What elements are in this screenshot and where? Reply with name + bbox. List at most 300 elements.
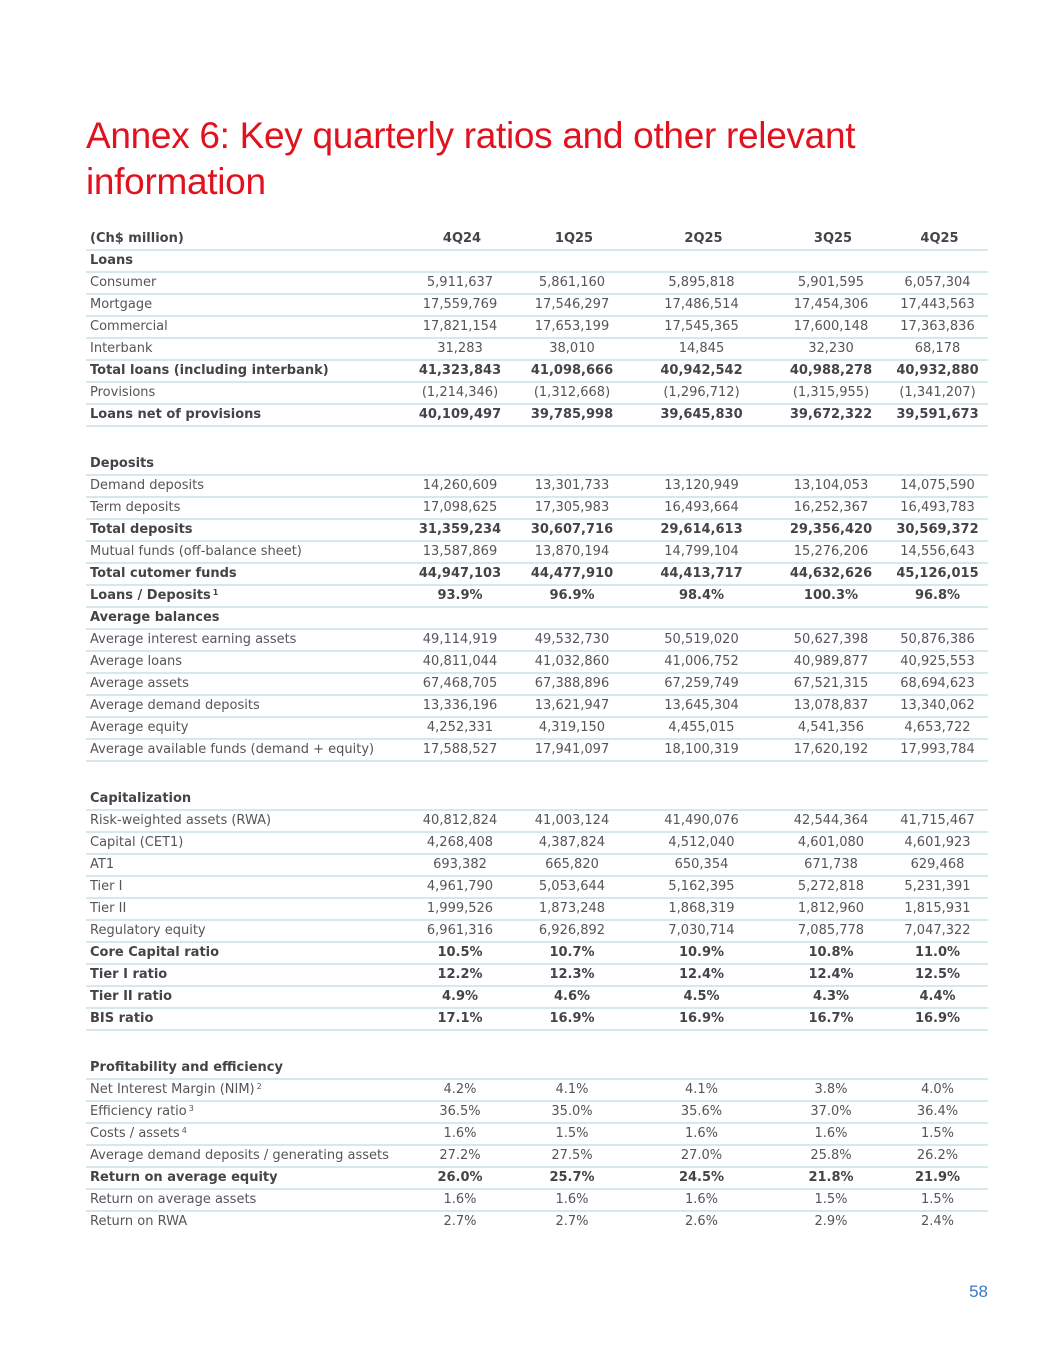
header-1q25: 1Q25 [516, 229, 628, 250]
row-label-text: Average interest earning assets [90, 632, 297, 647]
value-cell: 4,541,356 [775, 717, 887, 739]
value-cell: 4,455,015 [628, 717, 775, 739]
value-cell: 17,363,836 [887, 316, 988, 338]
value-cell: 14,260,609 [404, 475, 516, 497]
value-cell: 665,820 [516, 854, 628, 876]
value-cell: 17,545,365 [628, 316, 775, 338]
value-cell: 1,812,960 [775, 898, 887, 920]
value-cell: 27.5% [516, 1145, 628, 1167]
value-cell: 98.4% [628, 585, 775, 607]
value-cell: 41,006,752 [628, 651, 775, 673]
value-cell: 4.0% [887, 1079, 988, 1101]
value-cell: 93.9% [404, 585, 516, 607]
value-cell: 68,694,623 [887, 673, 988, 695]
row-label-text: Mutual funds (off-balance sheet) [90, 544, 302, 559]
row-label [86, 519, 404, 541]
row-label-text: Interbank [90, 341, 153, 356]
row-label [86, 294, 404, 316]
row-label-text: Total cutomer funds [90, 566, 237, 581]
table-row [86, 898, 988, 920]
value-cell: 1.5% [887, 1189, 988, 1211]
row-label-text: BIS ratio [90, 1011, 154, 1026]
table-row [86, 475, 988, 497]
header-2q25: 2Q25 [628, 229, 775, 250]
value-cell: 7,085,778 [775, 920, 887, 942]
row-label [86, 695, 404, 717]
spacer-row [86, 761, 988, 789]
row-label-text: Tier II ratio [90, 989, 173, 1004]
table-row [86, 673, 988, 695]
value-cell: 15,276,206 [775, 541, 887, 563]
value-cell: 44,413,717 [628, 563, 775, 585]
table-row [86, 1079, 988, 1101]
header-4q25: 4Q25 [887, 229, 988, 250]
row-label [86, 272, 404, 294]
row-label [86, 382, 404, 404]
row-label-text: Tier I [90, 879, 123, 894]
row-label-text: Risk-weighted assets (RWA) [90, 813, 272, 828]
table-row [86, 1101, 988, 1123]
value-cell: 40,811,044 [404, 651, 516, 673]
row-label [86, 1211, 404, 1232]
value-cell: 4.4% [887, 986, 988, 1008]
row-label-text: Average demand deposits / generating assets [90, 1148, 389, 1163]
value-cell: 11.0% [887, 942, 988, 964]
value-cell: 5,901,595 [775, 272, 887, 294]
row-label-text: Average assets [90, 676, 189, 691]
table-row [86, 404, 988, 426]
spacer-cell [86, 426, 988, 454]
value-cell: (1,315,955) [775, 382, 887, 404]
table-row [86, 964, 988, 986]
row-label [86, 1123, 404, 1145]
value-cell: 17,546,297 [516, 294, 628, 316]
value-cell: 25.8% [775, 1145, 887, 1167]
row-label [86, 316, 404, 338]
value-cell: 44,947,103 [404, 563, 516, 585]
value-cell: (1,341,207) [887, 382, 988, 404]
row-label [86, 920, 404, 942]
value-cell: 39,645,830 [628, 404, 775, 426]
value-cell: 1,815,931 [887, 898, 988, 920]
value-cell: 5,895,818 [628, 272, 775, 294]
value-cell: 68,178 [887, 338, 988, 360]
value-cell: 27.2% [404, 1145, 516, 1167]
value-cell: 13,120,949 [628, 475, 775, 497]
row-label [86, 810, 404, 832]
value-cell: 41,098,666 [516, 360, 628, 382]
value-cell: 4,601,080 [775, 832, 887, 854]
value-cell: 40,989,877 [775, 651, 887, 673]
value-cell: 27.0% [628, 1145, 775, 1167]
table-row [86, 739, 988, 761]
value-cell: 6,961,316 [404, 920, 516, 942]
value-cell: (1,296,712) [628, 382, 775, 404]
table-row [86, 541, 988, 563]
table-row [86, 876, 988, 898]
value-cell: 25.7% [516, 1167, 628, 1189]
table-row [86, 1145, 988, 1167]
value-cell: 67,259,749 [628, 673, 775, 695]
value-cell: 1.6% [404, 1123, 516, 1145]
value-cell: 12.2% [404, 964, 516, 986]
value-cell: 29,356,420 [775, 519, 887, 541]
value-cell: 1.6% [404, 1189, 516, 1211]
row-label-text: Commercial [90, 319, 168, 334]
value-cell: 1.5% [516, 1123, 628, 1145]
header-4q24: 4Q24 [404, 229, 516, 250]
value-cell: 17,993,784 [887, 739, 988, 761]
table-row [86, 1211, 988, 1232]
row-label [86, 739, 404, 761]
value-cell: 5,053,644 [516, 876, 628, 898]
value-cell: 2.4% [920, 1214, 955, 1229]
value-cell: 21.9% [887, 1167, 988, 1189]
value-cell: 5,231,391 [887, 876, 988, 898]
value-cell: 45,126,015 [887, 563, 988, 585]
value-cell: 4,653,722 [887, 717, 988, 739]
row-label [86, 1145, 404, 1167]
section-label: Capitalization [86, 789, 988, 810]
value-cell: 4.5% [628, 986, 775, 1008]
value-cell: 16.9% [628, 1008, 775, 1030]
row-label [86, 541, 404, 563]
value-cell: 35.0% [516, 1101, 628, 1123]
value-cell: 1.6% [628, 1189, 775, 1211]
value-cell: 44,477,910 [516, 563, 628, 585]
row-label [86, 585, 404, 607]
value-cell: (1,214,346) [404, 382, 516, 404]
row-label-text: Efficiency ratio [90, 1104, 187, 1119]
footnote-marker: 1 [212, 588, 219, 597]
value-cell: 41,032,860 [516, 651, 628, 673]
spacer-row [86, 1030, 988, 1058]
row-label-text: Return on RWA [90, 1214, 188, 1229]
row-label-text: Regulatory equity [90, 923, 206, 938]
table-row [86, 1167, 988, 1189]
value-cell: 38,010 [516, 338, 628, 360]
table-row [86, 294, 988, 316]
spacer-cell [86, 1030, 988, 1058]
value-cell: 31,283 [404, 338, 516, 360]
value-cell: 30,607,716 [516, 519, 628, 541]
value-cell: 35.6% [628, 1101, 775, 1123]
value-cell: 96.8% [887, 585, 988, 607]
table-row [86, 629, 988, 651]
row-label-text: Net Interest Margin (NIM) [90, 1082, 255, 1097]
value-cell: 17,443,563 [887, 294, 988, 316]
value-cell: 17,941,097 [516, 739, 628, 761]
value-cell: 7,030,714 [628, 920, 775, 942]
value-cell: 13,078,837 [775, 695, 887, 717]
row-label [86, 876, 404, 898]
value-cell: 10.5% [404, 942, 516, 964]
value-cell: 100.3% [775, 585, 887, 607]
row-label [86, 854, 404, 876]
footnote-marker: 4 [181, 1126, 187, 1135]
key-ratios-table [86, 229, 988, 1232]
value-cell: 2.9% [814, 1214, 848, 1229]
value-cell: 18,100,319 [628, 739, 775, 761]
value-cell: 5,162,395 [628, 876, 775, 898]
value-cell: 17,600,148 [775, 316, 887, 338]
table-row [86, 942, 988, 964]
value-cell: 3.8% [775, 1079, 887, 1101]
table-row [86, 338, 988, 360]
row-label [86, 563, 404, 585]
row-label [86, 360, 404, 382]
value-cell: 693,382 [404, 854, 516, 876]
value-cell: 17,559,769 [404, 294, 516, 316]
value-cell: 14,845 [628, 338, 775, 360]
header-label: (Ch$ million) [86, 229, 404, 250]
row-label-text: Tier II [90, 901, 127, 916]
table-row [86, 1008, 988, 1030]
value-cell: 4,961,790 [404, 876, 516, 898]
value-cell: 2.7% [555, 1214, 589, 1229]
value-cell: 4.6% [516, 986, 628, 1008]
table-body [86, 250, 988, 1232]
value-cell: 629,468 [887, 854, 988, 876]
spacer-row [86, 426, 988, 454]
value-cell: 2.7% [443, 1214, 477, 1229]
table-row [86, 272, 988, 294]
value-cell: 49,114,919 [404, 629, 516, 651]
row-label-text: Total loans (including interbank) [90, 363, 329, 378]
value-cell: 14,556,643 [887, 541, 988, 563]
row-label [86, 338, 404, 360]
value-cell: 1,868,319 [628, 898, 775, 920]
table-row [86, 1189, 988, 1211]
value-cell: 16.7% [775, 1008, 887, 1030]
value-cell: 4.3% [775, 986, 887, 1008]
row-label [86, 898, 404, 920]
value-cell: 16,493,664 [628, 497, 775, 519]
row-label-text: Total deposits [90, 522, 193, 537]
table-row [86, 717, 988, 739]
row-label-text: Capital (CET1) [90, 835, 184, 850]
page-number: 58 [969, 1282, 988, 1301]
row-label [86, 475, 404, 497]
row-label-text: Return on average equity [90, 1170, 278, 1185]
value-cell: 10.9% [628, 942, 775, 964]
value-cell: 2.6% [684, 1214, 719, 1229]
value-cell: 96.9% [516, 585, 628, 607]
value-cell: 4,512,040 [628, 832, 775, 854]
value-cell: 1.5% [887, 1123, 988, 1145]
value-cell: 41,003,124 [516, 810, 628, 832]
value-cell: (1,312,668) [516, 382, 628, 404]
value-cell: 4,601,923 [887, 832, 988, 854]
value-cell: 50,627,398 [775, 629, 887, 651]
row-label [86, 964, 404, 986]
row-label [86, 1079, 404, 1101]
value-cell: 40,109,497 [404, 404, 516, 426]
row-label [86, 404, 404, 426]
row-label-text: Costs / assets [90, 1126, 180, 1141]
value-cell: 41,323,843 [404, 360, 516, 382]
value-cell: 4.9% [404, 986, 516, 1008]
table-row [86, 695, 988, 717]
value-cell: 671,738 [775, 854, 887, 876]
value-cell: 4,268,408 [404, 832, 516, 854]
value-cell: 17,486,514 [628, 294, 775, 316]
table-row [86, 382, 988, 404]
value-cell: 39,591,673 [887, 404, 988, 426]
table-row [86, 854, 988, 876]
spacer-cell [86, 761, 988, 789]
row-label [86, 717, 404, 739]
row-label [86, 1101, 404, 1123]
value-cell: 41,490,076 [628, 810, 775, 832]
value-cell: 10.8% [775, 942, 887, 964]
value-cell: 12.5% [887, 964, 988, 986]
value-cell: 67,468,705 [404, 673, 516, 695]
value-cell: 40,988,278 [775, 360, 887, 382]
section-label: Average balances [86, 607, 988, 629]
value-cell: 4,319,150 [516, 717, 628, 739]
table-row [86, 1123, 988, 1145]
row-label-text: Consumer [90, 275, 157, 290]
value-cell: 21.8% [775, 1167, 887, 1189]
table-row [86, 519, 988, 541]
value-cell: 29,614,613 [628, 519, 775, 541]
row-label-text: Average demand deposits [90, 698, 260, 713]
row-label-text: Average available funds (demand + equity) [90, 742, 375, 757]
section-label: Loans [86, 250, 988, 272]
row-label [86, 629, 404, 651]
row-label [86, 942, 404, 964]
value-cell: 17,098,625 [404, 497, 516, 519]
row-label-text: Tier I ratio [90, 967, 168, 982]
value-cell: 49,532,730 [516, 629, 628, 651]
value-cell: 4.2% [404, 1079, 516, 1101]
value-cell: 4.1% [516, 1079, 628, 1101]
value-cell: 16,493,783 [887, 497, 988, 519]
value-cell: 6,057,304 [887, 272, 988, 294]
value-cell: 650,354 [628, 854, 775, 876]
row-label-text: Average loans [90, 654, 183, 669]
value-cell: 40,925,553 [887, 651, 988, 673]
value-cell: 16.9% [887, 1008, 988, 1030]
value-cell: 39,672,322 [775, 404, 887, 426]
row-label-text: Term deposits [90, 500, 181, 515]
value-cell: 13,587,869 [404, 541, 516, 563]
value-cell: 36.4% [887, 1101, 988, 1123]
value-cell: 31,359,234 [404, 519, 516, 541]
table-row [86, 316, 988, 338]
table-row [86, 651, 988, 673]
value-cell: 6,926,892 [516, 920, 628, 942]
value-cell: 67,388,896 [516, 673, 628, 695]
table-row [86, 497, 988, 519]
row-label-text: AT1 [90, 857, 115, 872]
row-label [86, 651, 404, 673]
table-row [86, 810, 988, 832]
table-row [86, 986, 988, 1008]
value-cell: 13,621,947 [516, 695, 628, 717]
value-cell: 13,301,733 [516, 475, 628, 497]
value-cell: 16,252,367 [775, 497, 887, 519]
value-cell: 7,047,322 [887, 920, 988, 942]
value-cell: 1.5% [775, 1189, 887, 1211]
value-cell: 10.7% [516, 942, 628, 964]
value-cell: 12.4% [775, 964, 887, 986]
value-cell: 13,870,194 [516, 541, 628, 563]
row-label [86, 832, 404, 854]
row-label [86, 1008, 404, 1030]
row-label [86, 1189, 404, 1211]
value-cell: 13,340,062 [887, 695, 988, 717]
value-cell: 40,812,824 [404, 810, 516, 832]
footnote-marker: 3 [188, 1104, 194, 1113]
row-label-text: Return on average assets [90, 1192, 257, 1207]
value-cell: 30,569,372 [887, 519, 988, 541]
value-cell: 1,999,526 [404, 898, 516, 920]
row-label-text: Mortgage [90, 297, 153, 312]
value-cell: 16.9% [516, 1008, 628, 1030]
section-header-row [86, 607, 988, 629]
section-label: Deposits [86, 454, 988, 475]
value-cell: 32,230 [775, 338, 887, 360]
value-cell: 13,336,196 [404, 695, 516, 717]
value-cell: 36.5% [404, 1101, 516, 1123]
value-cell: 67,521,315 [775, 673, 887, 695]
row-label [86, 673, 404, 695]
value-cell: 24.5% [628, 1167, 775, 1189]
value-cell: 5,861,160 [516, 272, 628, 294]
table-header-row [86, 229, 988, 250]
value-cell: 5,911,637 [404, 272, 516, 294]
section-header-row [86, 789, 988, 810]
value-cell: 14,075,590 [887, 475, 988, 497]
section-label: Profitability and efficiency [86, 1058, 988, 1079]
value-cell: 13,104,053 [775, 475, 887, 497]
row-label-text: Loans / Deposits [90, 588, 211, 603]
value-cell: 17,454,306 [775, 294, 887, 316]
footnote-marker: 2 [256, 1082, 262, 1091]
value-cell: 37.0% [775, 1101, 887, 1123]
value-cell: 1.6% [775, 1123, 887, 1145]
value-cell: 50,519,020 [628, 629, 775, 651]
value-cell: 17,653,199 [516, 316, 628, 338]
value-cell: 17,588,527 [404, 739, 516, 761]
table-row [86, 563, 988, 585]
table-row [86, 920, 988, 942]
table-row [86, 360, 988, 382]
row-label-text: Core Capital ratio [90, 945, 220, 960]
page-title: Annex 6: Key quarterly ratios and other relevant information [86, 115, 856, 202]
value-cell: 39,785,998 [516, 404, 628, 426]
value-cell: 4.1% [628, 1079, 775, 1101]
value-cell: 4,252,331 [404, 717, 516, 739]
value-cell: 13,645,304 [628, 695, 775, 717]
value-cell: 26.2% [887, 1145, 988, 1167]
value-cell: 1,873,248 [516, 898, 628, 920]
value-cell: 1.6% [628, 1123, 775, 1145]
value-cell: 41,715,467 [887, 810, 988, 832]
value-cell: 50,876,386 [887, 629, 988, 651]
row-label-text: Demand deposits [90, 478, 204, 493]
row-label [86, 497, 404, 519]
value-cell: 12.3% [516, 964, 628, 986]
section-header-row [86, 250, 988, 272]
value-cell: 17,821,154 [404, 316, 516, 338]
value-cell: 5,272,818 [775, 876, 887, 898]
table-row [86, 585, 988, 607]
row-label [86, 1167, 404, 1189]
value-cell: 17.1% [404, 1008, 516, 1030]
